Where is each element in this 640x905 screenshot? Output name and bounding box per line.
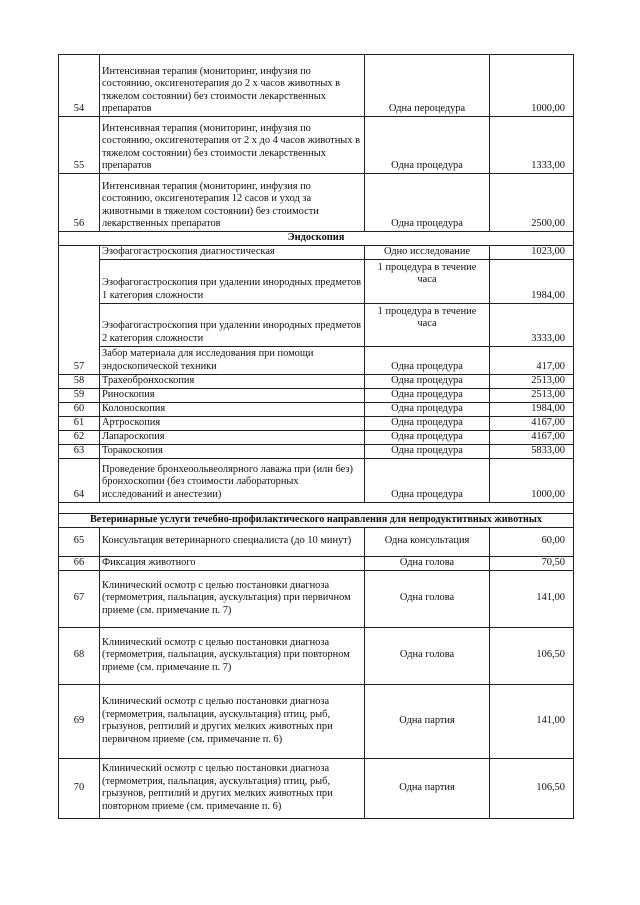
row-number: 67 (59, 570, 100, 627)
row-number: 62 (59, 430, 100, 444)
service-description: Клинический осмотр с целью постановки диагноза (термометрия, пальпация, аускультация) при первичном приеме (см. примечание п. 7) (100, 570, 365, 627)
price-value: 141,00 (490, 684, 574, 758)
price-value: 1333,00 (490, 117, 574, 174)
service-description: Эзофагогастроскопия при удалении инородных предметов 2 категория сложности (100, 303, 365, 346)
unit-of-measure: 1 процедура в течение часа (365, 259, 490, 303)
row-number: 63 (59, 444, 100, 458)
unit-of-measure: Одно исследование (365, 245, 490, 259)
unit-of-measure: Одна голова (365, 570, 490, 627)
row-number: 69 (59, 684, 100, 758)
row-number: 60 (59, 402, 100, 416)
table-row (59, 430, 574, 444)
price-value: 2513,00 (490, 388, 574, 402)
price-value: 417,00 (490, 346, 574, 374)
table-row (59, 627, 574, 684)
price-value: 2500,00 (490, 174, 574, 232)
service-description: Артроскопия (100, 416, 365, 430)
service-description: Интенсивная терапия (мониторинг, инфузия по состоянию, оксигенотерапия 12 сасов и уход за животными в тяжелом состоянии) без стоимости лекарственных препаратов (100, 174, 365, 232)
table-row (59, 556, 574, 570)
row-number: 64 (59, 458, 100, 502)
table-row (59, 684, 574, 758)
price-value: 1023,00 (490, 245, 574, 259)
table-row (59, 259, 574, 303)
table-row (59, 374, 574, 388)
row-number: 59 (59, 388, 100, 402)
unit-of-measure: 1 процедура в течение часа (365, 303, 490, 346)
price-value: 1000,00 (490, 458, 574, 502)
unit-of-measure: Одна процедура (365, 430, 490, 444)
service-description: Забор материала для исследования при помощи эндоскопической техники (100, 346, 365, 374)
price-value: 106,50 (490, 627, 574, 684)
table-row (59, 416, 574, 430)
unit-of-measure: Одна голова (365, 556, 490, 570)
unit-of-measure: Одна процедура (365, 117, 490, 174)
section-row (59, 513, 574, 527)
service-description: Торакоскопия (100, 444, 365, 458)
price-value: 1984,00 (490, 259, 574, 303)
service-description: Интенсивная терапия (мониторинг, инфузия по состоянию, оксигенотерапия от 2 х до 4 часов животных в тяжелом состоянии) без стоимости лекарственных препаратов (100, 117, 365, 174)
table-row (59, 174, 574, 232)
price-table (58, 54, 574, 819)
section-title-vet-services: Ветеринарные услуги течебно-профилактического направления для непродуктитвных животных (59, 513, 574, 527)
unit-of-measure: Одна процедура (365, 444, 490, 458)
row-number: 56 (59, 174, 100, 232)
table-row (59, 346, 574, 374)
table-row (59, 527, 574, 556)
service-description: Эзофагогастроскопия при удалении инородных предметов 1 категория сложности (100, 259, 365, 303)
price-value: 60,00 (490, 527, 574, 556)
service-description: Консультация ветеринарного специалиста (до 10 минут) (100, 527, 365, 556)
spacer-row (59, 502, 574, 513)
row-number: 54 (59, 55, 100, 117)
service-description: Клинический осмотр с целью постановки диагноза (термометрия, пальпация, аускультация) при повторном приеме (см. примечание п. 7) (100, 627, 365, 684)
service-description: Трахеобронхоскопия (100, 374, 365, 388)
price-value: 2513,00 (490, 374, 574, 388)
spacer-cell (59, 502, 574, 513)
unit-of-measure: Одна процедура (365, 388, 490, 402)
service-description: Клинический осмотр с целью постановки диагноза (термометрия, пальпация, аускультация) птиц, рыб, грызунов, рептилий и других мелких животных при первичном приеме (см. примечание п. 6) (100, 684, 365, 758)
unit-of-measure: Одна голова (365, 627, 490, 684)
table-row (59, 444, 574, 458)
service-description: Интенсивная терапия (мониторинг, инфузия по состоянию, оксигенотерапия до 2 х часов животных в тяжелом состоянии) без стоимости лекарственных препаратов (100, 55, 365, 117)
table-row (59, 117, 574, 174)
unit-of-measure: Одна процедура (365, 346, 490, 374)
price-value: 1000,00 (490, 55, 574, 117)
unit-of-measure: Одна консультация (365, 527, 490, 556)
unit-of-measure: Одна процедура (365, 174, 490, 232)
row-number: 57 (59, 245, 100, 374)
unit-of-measure: Одна процедура (365, 416, 490, 430)
unit-of-measure: Одна партия (365, 684, 490, 758)
row-number: 70 (59, 758, 100, 818)
service-description: Клинический осмотр с целью постановки диагноза (термометрия, пальпация, аускультация) птиц, рыб, грызунов, рептилий и других мелких животных при повторном приеме (см. примечание п. 6) (100, 758, 365, 818)
section-title-endoscopy: Эндоскопия (59, 232, 574, 246)
section-row (59, 232, 574, 246)
unit-of-measure: Одна процедура (365, 374, 490, 388)
table-row (59, 570, 574, 627)
unit-of-measure: Одна пероцедура (365, 55, 490, 117)
price-value: 5833,00 (490, 444, 574, 458)
unit-of-measure: Одна процедура (365, 402, 490, 416)
row-number: 58 (59, 374, 100, 388)
price-value: 1984,00 (490, 402, 574, 416)
price-value: 4167,00 (490, 416, 574, 430)
table-row (59, 388, 574, 402)
price-value: 70,50 (490, 556, 574, 570)
unit-of-measure: Одна партия (365, 758, 490, 818)
table-row (59, 402, 574, 416)
table-row (59, 245, 574, 259)
row-number: 61 (59, 416, 100, 430)
service-description: Эзофагогастроскопия диагностическая (100, 245, 365, 259)
price-value: 4167,00 (490, 430, 574, 444)
service-description: Фиксация животного (100, 556, 365, 570)
table-row (59, 458, 574, 502)
service-description: Риноскопия (100, 388, 365, 402)
table-row (59, 303, 574, 346)
service-description: Колоноскопия (100, 402, 365, 416)
table-row (59, 758, 574, 818)
price-value: 106,50 (490, 758, 574, 818)
price-value: 3333,00 (490, 303, 574, 346)
service-description: Лапароскопия (100, 430, 365, 444)
row-number: 55 (59, 117, 100, 174)
unit-of-measure: Одна процедура (365, 458, 490, 502)
row-number: 66 (59, 556, 100, 570)
table-row (59, 55, 574, 117)
row-number: 65 (59, 527, 100, 556)
row-number: 68 (59, 627, 100, 684)
price-value: 141,00 (490, 570, 574, 627)
service-description: Проведение бронхеоольвеолярного лаважа при (или без) бронхоскопии (без стоимости лабораторных исследований и анестезии) (100, 458, 365, 502)
